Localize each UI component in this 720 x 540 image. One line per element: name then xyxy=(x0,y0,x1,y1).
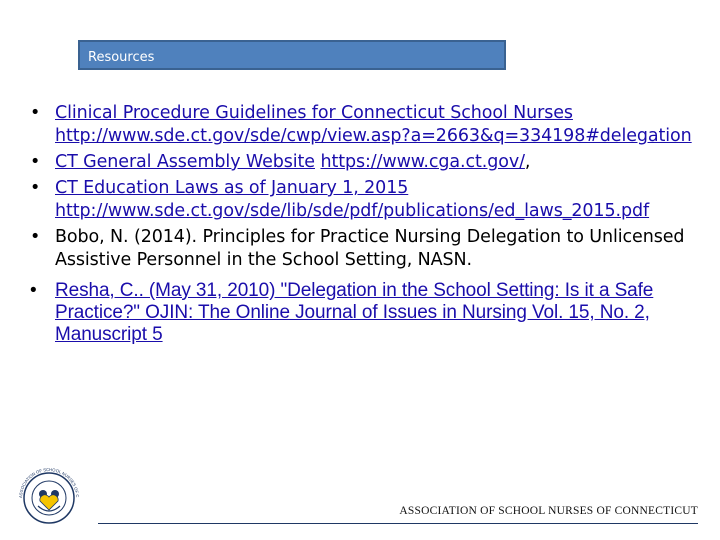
link-education-laws[interactable]: CT Education Laws as of January 1, 2015 xyxy=(55,178,409,198)
list-item xyxy=(30,177,710,223)
section-header xyxy=(78,40,506,70)
bullet-icon: • xyxy=(30,227,41,247)
list-item xyxy=(30,102,710,148)
list-item xyxy=(30,280,710,346)
bullet-icon: • xyxy=(30,103,41,123)
link-education-laws-url[interactable]: http://www.sde.ct.gov/sde/lib/sde/pdf/publications/ed_laws_2015.pdf xyxy=(55,201,650,221)
bullet-icon: • xyxy=(30,152,41,172)
footer-divider xyxy=(98,523,698,524)
resource-list xyxy=(30,102,710,349)
association-seal-icon xyxy=(12,462,86,524)
trailing-comma: , xyxy=(524,152,531,172)
reference-bobo: Bobo, N. (2014). Principles for Practice Nursing Delegation to Unlicensed Assistive Personnel in the School Setting, NASN. xyxy=(55,227,685,270)
footer-organization: ASSOCIATION OF SCHOOL NURSES OF CONNECTICUT xyxy=(399,505,698,517)
link-general-assembly[interactable]: CT General Assembly Website xyxy=(55,152,315,172)
bullet-icon: • xyxy=(30,178,41,198)
link-clinical-guidelines[interactable]: Clinical Procedure Guidelines for Connecticut School Nurses xyxy=(55,103,573,123)
link-general-assembly-url[interactable]: https://www.cga.ct.gov/ xyxy=(320,152,525,172)
link-resha-ojin[interactable]: Resha, C.. (May 31, 2010) "Delegation in the School Setting: Is it a Safe Practice?" OJIN: The Online Journal of Issues in Nursing Vol. 15, No. 2, Manuscript 5 xyxy=(55,280,654,345)
list-item xyxy=(30,151,710,174)
page-title: Resources xyxy=(88,50,155,65)
link-clinical-guidelines-url[interactable]: http://www.sde.ct.gov/sde/cwp/view.asp?a=2663&q=334198#delegation xyxy=(55,126,692,146)
list-item xyxy=(30,226,710,272)
bullet-icon: • xyxy=(30,280,37,301)
logo-text: ASSOCIATION OF SCHOOL NURSES OF C xyxy=(17,466,81,499)
